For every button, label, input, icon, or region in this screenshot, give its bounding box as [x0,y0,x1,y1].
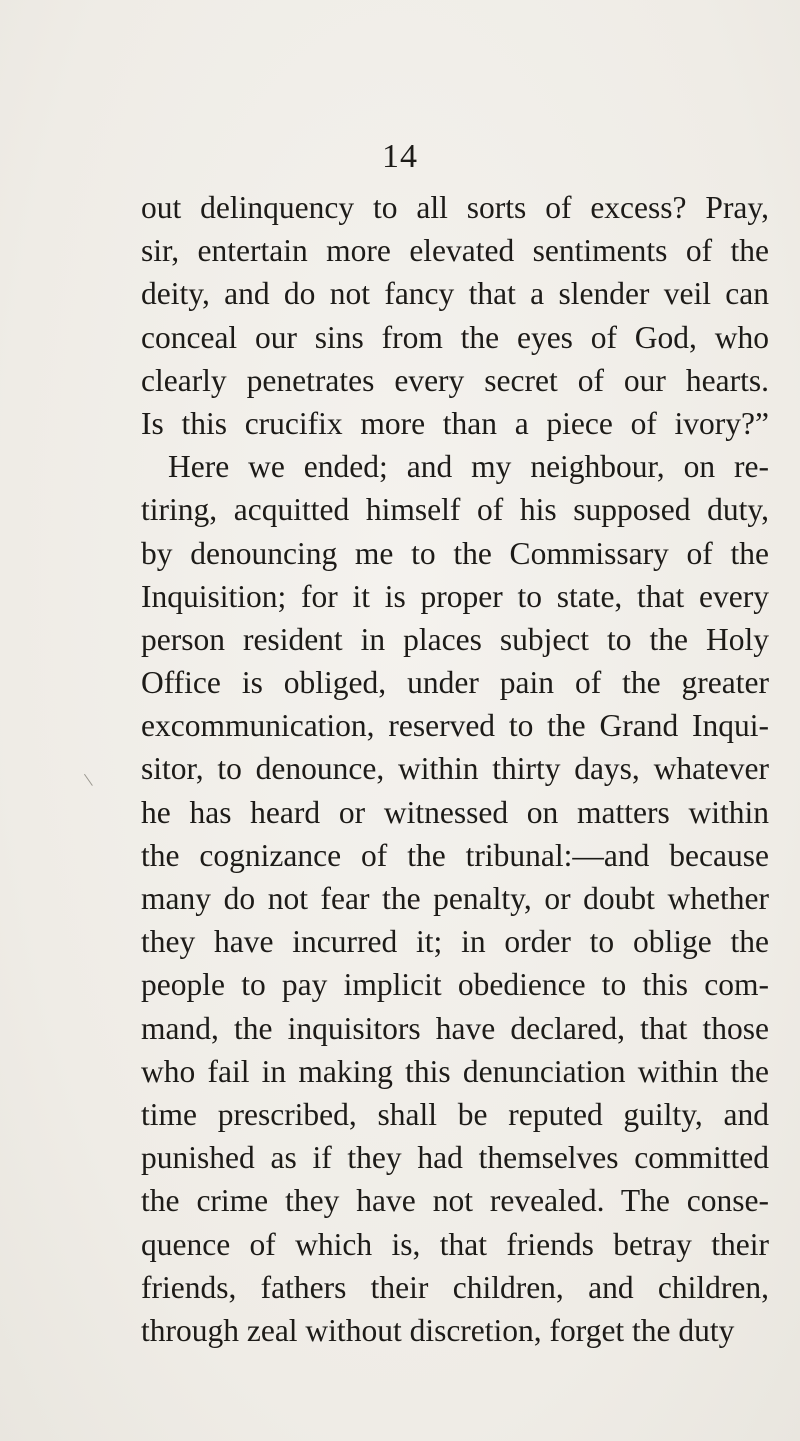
body-text [141,186,769,1352]
text-line: who fail in making this denunciation within the [141,1053,769,1089]
text-line: through zeal without discretion, forget the duty [141,1312,735,1348]
text-line: many do not fear the penalty, or doubt whether [141,881,769,916]
text-line: person resident in places subject to the Holy [141,621,769,657]
text-line: sir, entertain more elevated sentiments of the [141,233,769,269]
text-line: tiring, acquitted himself of his supposed duty, [141,492,769,528]
margin-mark [84,768,101,786]
text-line: sitor, to denounce, within thirty days, whatever [141,751,769,787]
text-line: conceal our sins from the eyes of God, who [141,319,769,355]
text-line: by denouncing me to the Commissary of the [141,535,769,571]
text-line: quence of which is, that friends betray their [141,1226,769,1262]
text-line: the cognizance of the tribunal:—and because [141,837,769,873]
text-line: friends, fathers their children, and children, [141,1269,769,1305]
text-line: deity, and do not fancy that a slender veil can [141,276,769,312]
text-line: Office is obliged, under pain of the greater [141,665,769,701]
text-line: time prescribed, shall be reputed guilty, and [141,1096,769,1132]
text-line: mand, the inquisitors have declared, that those [141,1010,769,1046]
text-line: the crime they have not revealed. The conse- [141,1183,769,1219]
text-line: out delinquency to all sorts of excess? Pray, [141,190,769,225]
page-number: 14 [382,138,418,175]
text-line: people to pay implicit obedience to this com- [141,967,769,1003]
text-line: they have incurred it; in order to oblige the [141,924,769,960]
text-line: Is this crucifix more than a piece of ivory?” [141,405,769,441]
text-line: excommunication, reserved to the Grand Inqui- [141,708,769,744]
text-line: punished as if they had themselves committed [141,1140,769,1176]
text-line: he has heard or witnessed on matters within [141,794,769,830]
text-line: Inquisition; for it is proper to state, that every [141,578,769,614]
text-line: clearly penetrates every secret of our hearts. [141,362,769,398]
text-line: Here we ended; and my neighbour, on re- [168,449,769,485]
